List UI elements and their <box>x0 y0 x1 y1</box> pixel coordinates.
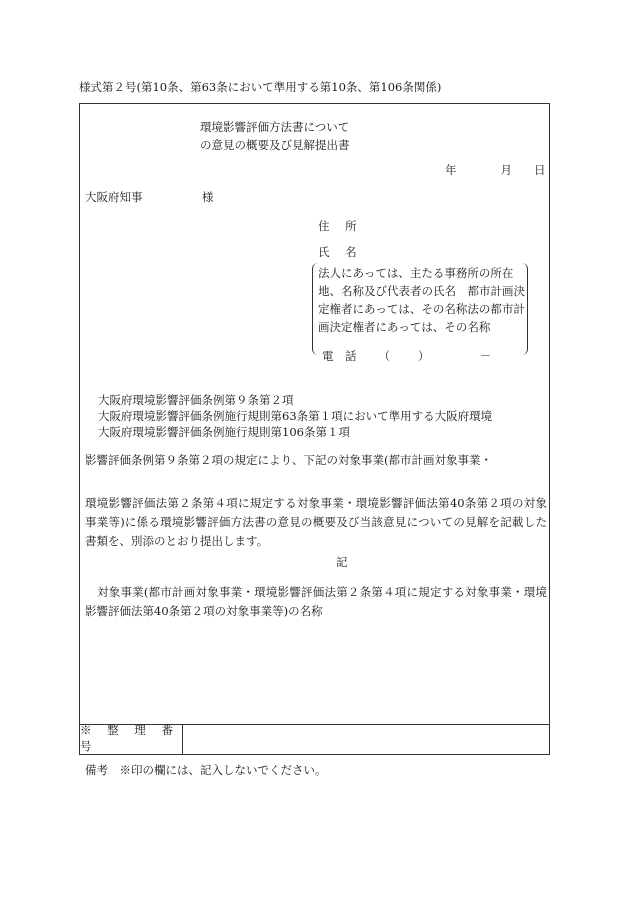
honorific: 様 <box>202 190 214 204</box>
phone-label: 電 話 <box>322 349 357 363</box>
applicant-note: 法人にあっては、主たる事務所の所在地、名称及び代表者の氏名 都市計画決定権者にあっては、その名称法の都市計画決定権者にあっては、その名称 <box>318 266 525 334</box>
date-year: 年 <box>445 163 457 177</box>
phone-close-paren: ） <box>418 349 430 363</box>
registration-number-label: ※ 整 理 番 号 <box>80 724 183 754</box>
phone-open-paren: （ <box>378 349 390 363</box>
form-number-header: 様式第２号(第10条、第63条において準用する第10条、第106条関係) <box>79 80 442 94</box>
date-day: 日 <box>534 163 546 177</box>
addressee: 大阪府知事 <box>85 190 143 204</box>
ordinance-ref-3: 大阪府環境影響評価条例施行規則第106条第１項 <box>98 425 350 439</box>
document-title <box>200 118 350 154</box>
remarks-note: 備考 ※印の欄には、記入しないでください。 <box>85 763 327 777</box>
phone-row <box>322 349 491 365</box>
target-project-paragraph: 対象事業(都市計画対象事業・環境影響評価法第２条第４項に規定する対象事業・環境影響評価法第40条第２項の対象事業等)の名称 <box>85 585 547 618</box>
ordinance-ref-1: 大阪府環境影響評価条例第９条第２項 <box>98 393 294 407</box>
body-paragraph-1: 影響評価条例第９条第２項の規定により、下記の対象事業(都市計画対象事業・ <box>85 453 492 467</box>
phone-dash: － <box>479 349 491 363</box>
body-paragraph-2: 環境影響評価法第２条第４項に規定する対象事業・環境影響評価法第40条第２項の対象事業等)に係る環境影響評価方法書の意見の概要及び当該意見についての見解を記載した書類を、別添のとおり提出します。 <box>85 496 547 548</box>
date-month: 月 <box>500 163 512 177</box>
date-row <box>445 163 546 179</box>
ordinance-references <box>98 392 492 440</box>
address-label: 住 所 <box>318 219 363 233</box>
name-label: 氏 名 <box>318 245 363 259</box>
title-line-2: の意見の概要及び見解提出書 <box>200 138 350 152</box>
registration-number-field[interactable] <box>184 724 549 754</box>
ki-heading: 記 <box>336 555 348 569</box>
ordinance-ref-2: 大阪府環境影響評価条例施行規則第63条第１項において準用する大阪府環境 <box>98 409 493 423</box>
title-line-1: 環境影響評価方法書について <box>200 120 350 134</box>
